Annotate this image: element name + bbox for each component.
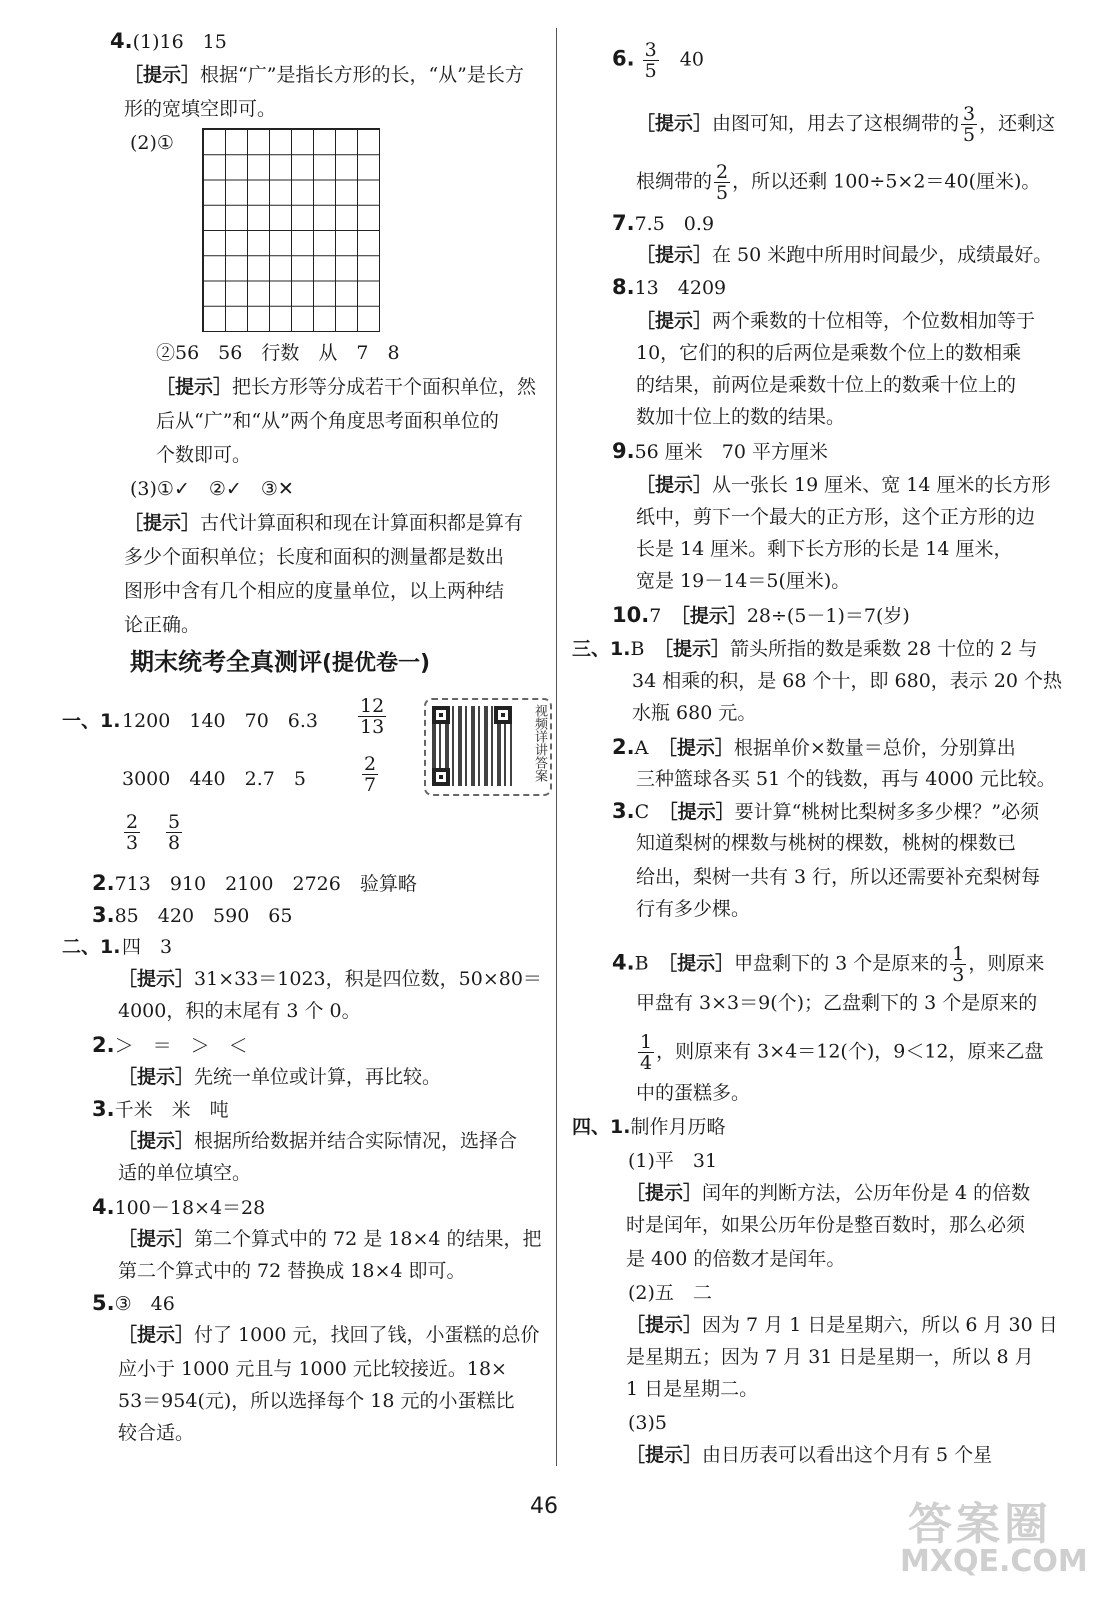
qr-finder-icon [432, 706, 450, 724]
hint-2-4-line1: ［提示］第二个算式中的 72 是 18×4 的结果，把 [118, 1228, 542, 1250]
hint-3-3-line4: 行有多少棵。 [636, 898, 751, 920]
hint-4-3-line4: 论正确。 [124, 614, 201, 636]
hint-3-4-line3: $\frac{1}{4}$ ，则原来有 3×4＝12(个)，9＜12，原来乙盘 [640, 1031, 1044, 1074]
answer-2-2: 2.＞ ＝ ＞ ＜ [92, 1033, 248, 1057]
answer-4s-1-2: (2)五 二 [628, 1282, 712, 1304]
hint-8-line4: 数加十位上的数的结果。 [636, 406, 846, 428]
hint-9-line2: 纸中，剪下一个最大的正方形，这个正方形的边 [636, 506, 1036, 528]
answer-4-1: 4.(1)16 15 [110, 29, 227, 53]
hint-4-3-line3: 图形中含有几个相应的度量单位，以上两种结 [124, 580, 505, 602]
answer-3-2: 2.A ［提示］根据单价×数量＝总价，分别算出 [612, 735, 1016, 759]
hint-3-3-line3: 给出，梨树一共有 3 行，所以还需要补充梨树每 [636, 866, 1041, 888]
answer-2-5: 5.③ 46 [92, 1291, 175, 1315]
answer-4s-1-1: (1)平 31 [628, 1150, 718, 1172]
hint-2-5-line3: 53＝954(元)，所以选择每个 18 元的小蛋糕比 [118, 1390, 515, 1412]
fraction-2-3: $\frac{2}{3}$ [126, 811, 139, 854]
hint-9-line1: ［提示］从一张长 19 厘米、宽 14 厘米的长方形 [636, 474, 1051, 496]
qr-finder-icon [432, 768, 450, 786]
hint-3-1-line3: 水瓶 680 元。 [632, 702, 757, 724]
watermark-url: MXQE.COM [900, 1544, 1088, 1579]
section-2-label: 二、1. [62, 936, 121, 958]
hint-4-2-line1: ［提示］把长方形等分成若干个面积单位，然 [156, 376, 537, 398]
answer-1-2: 2.713 910 2100 2726 验算略 [92, 871, 417, 895]
fraction-5-8: $\frac{5}{8}$ [168, 811, 181, 854]
hint-3-3-line2: 知道梨树的棵数与桃树的棵数，桃树的棵数已 [636, 832, 1017, 854]
hint-4s-1-1-line1: ［提示］闰年的判断方法，公历年份是 4 的倍数 [626, 1182, 1031, 1204]
hint-2-5-line2: 应小于 1000 元且与 1000 元比较接近。18× [118, 1358, 507, 1380]
answer-4s-1-3: (3)5 [628, 1412, 668, 1434]
qr-finder-icon [494, 706, 512, 724]
qr-code-box[interactable] [424, 698, 552, 796]
area-grid-figure [202, 128, 380, 332]
hint-4-1-line2: 形的宽填空即可。 [124, 98, 277, 120]
page-number: 46 [530, 1494, 558, 1519]
answer-1-1-row2: 3000 440 2.7 5 [122, 768, 306, 790]
hint-2-3-line2: 适的单位填空。 [118, 1162, 252, 1184]
hint-4s-1-2-line3: 1 日是星期二。 [626, 1378, 759, 1400]
answer-1-3: 3.85 420 590 65 [92, 903, 293, 927]
column-divider [556, 28, 557, 1466]
hint-8-line1: ［提示］两个乘数的十位相等，个位数相加等于 [636, 310, 1036, 332]
hint-2-5-line1: ［提示］付了 1000 元，找回了钱，小蛋糕的总价 [118, 1324, 540, 1346]
hint-3-2-line2: 三种篮球各买 51 个的钱数，再与 4000 元比较。 [636, 768, 1056, 790]
hint-9-line4: 宽是 19－14＝5(厘米)。 [636, 570, 851, 592]
section-1-label: 一、1. [62, 710, 121, 732]
fraction-2-7: $\frac{2}{7}$ [364, 753, 377, 796]
hint-4-3-line1: ［提示］古代计算面积和现在计算面积都是算有 [124, 512, 524, 534]
watermark-logo [888, 1488, 1088, 1588]
answer-4s-1: 四、1.制作月历略 [572, 1116, 726, 1138]
hint-7: ［提示］在 50 米跑中所用时间最少，成绩最好。 [636, 244, 1053, 266]
hint-4-1-line1: ［提示］根据“广”是指长方形的长，“从”是长方 [124, 64, 524, 86]
hint-4-2-line2: 后从“广”和“从”两个角度思考面积单位的 [156, 410, 499, 432]
answer-3-3: 3.C ［提示］要计算“桃树比梨树多多少棵？”必须 [612, 799, 1040, 823]
answer-10: 10.7 ［提示］28÷(5－1)＝7(岁) [612, 603, 910, 627]
hint-3-1-line2: 34 相乘的积，是 68 个十，即 680，表示 20 个热 [632, 670, 1063, 692]
hint-2-4-line2: 第二个算式中的 72 替换成 18×4 即可。 [118, 1260, 466, 1282]
hint-4s-1-3-line1: ［提示］由日历表可以看出这个月有 5 个星 [626, 1444, 993, 1466]
hint-4-2-line3: 个数即可。 [156, 444, 252, 466]
hint-4-3-line2: 多少个面积单位；长度和面积的测量都是数出 [124, 546, 505, 568]
answer-4-3: (3)①✓ ②✓ ③✕ [130, 478, 294, 500]
hint-4s-1-2-line1: ［提示］因为 7 月 1 日是星期六，所以 6 月 30 日 [626, 1314, 1058, 1336]
hint-2-5-line4: 较合适。 [118, 1422, 195, 1444]
answer-7: 7.7.5 0.9 [612, 211, 715, 235]
hint-2-2: ［提示］先统一单位或计算，再比较。 [118, 1066, 442, 1088]
hint-2-1-line1: ［提示］31×33＝1023，积是四位数，50×80＝ [118, 968, 542, 990]
hint-2-1-line2: 4000，积的末尾有 3 个 0。 [118, 1000, 361, 1022]
hint-8-line2: 10，它们的积的后两位是乘数个位上的数相乘 [636, 342, 1022, 364]
hint-6-line1: ［提示］由图可知，用去了这根绸带的 $\frac{3}{5}$ ，还剩这 [636, 103, 1056, 146]
answer-2-4: 4.100－18×4＝28 [92, 1195, 266, 1219]
answer-9: 9.56 厘米 70 平方厘米 [612, 439, 829, 463]
answer-1-1-row1: 1200 140 70 6.3 [122, 710, 319, 732]
hint-3-4-line2: 甲盘有 3×3＝9(个)；乙盘剩下的 3 个是原来的 [636, 992, 1038, 1014]
answer-3-4: 4.B ［提示］甲盘剩下的 3 个是原来的 $\frac{1}{3}$ ，则原来 [612, 943, 1045, 986]
qr-caption: 视频详讲答案 [532, 704, 547, 782]
hint-6-line2: 根绸带的 $\frac{2}{5}$ ，所以还剩 100÷5×2＝40(厘米)。 [636, 161, 1041, 204]
answer-8: 8.13 4209 [612, 275, 727, 299]
answer-2-1: 四 3 [122, 936, 173, 958]
answer-4-2: ②56 56 行数 从 7 8 [156, 342, 400, 364]
answer-3-1: 三、1.B ［提示］箭头所指的数是乘数 28 十位的 2 与 [572, 638, 1038, 660]
hint-2-3-line1: ［提示］根据所给数据并结合实际情况，选择合 [118, 1130, 518, 1152]
section-heading: 期末统考全真测评(提优卷一) [130, 648, 431, 676]
fraction-12-13: $\frac{12}{13}$ [360, 695, 385, 738]
hint-4s-1-1-line2: 时是闰年，如果公历年份是整百数时，那么必须 [626, 1214, 1026, 1236]
hint-9-line3: 长是 14 厘米。剩下长方形的长是 14 厘米， [636, 538, 1013, 560]
hint-4s-1-2-line2: 是星期五；因为 7 月 31 日是星期一，所以 8 月 [626, 1346, 1034, 1368]
hint-8-line3: 的结果，前两位是乘数十位上的数乘十位上的 [636, 374, 1017, 396]
answer-2-3: 3.千米 米 吨 [92, 1097, 229, 1121]
hint-4s-1-1-line3: 是 400 的倍数才是闰年。 [626, 1248, 846, 1270]
answer-6: 6. $\frac{3}{5}$ 40 [612, 39, 704, 82]
watermark-text: 答案圈 [908, 1499, 1052, 1550]
answer-4-2-label: (2)① [130, 132, 174, 154]
hint-3-4-line4: 中的蛋糕多。 [636, 1082, 751, 1104]
